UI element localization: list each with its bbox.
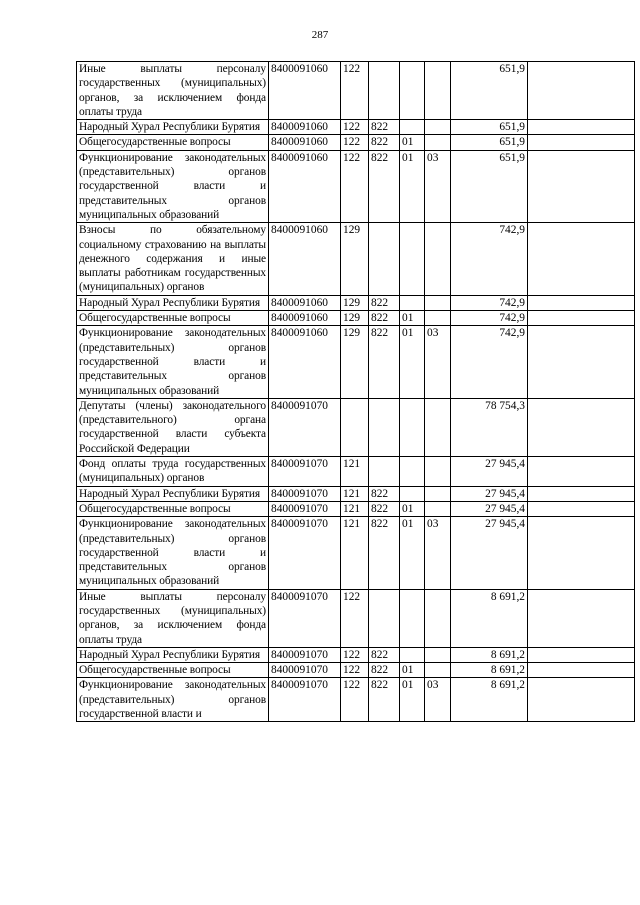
section-code-cell — [400, 486, 425, 501]
amount-cell: 742,9 — [451, 326, 528, 398]
target-article-code-cell: 8400091070 — [269, 678, 341, 722]
row-name-cell: Общегосударственные вопросы — [77, 135, 269, 150]
extra-cell — [528, 663, 635, 678]
extra-cell — [528, 589, 635, 647]
section-code-cell — [400, 295, 425, 310]
extra-cell — [528, 457, 635, 487]
subsection-code-cell — [425, 663, 451, 678]
expense-type-code-cell: 129 — [341, 223, 369, 295]
expense-type-code-cell — [341, 398, 369, 456]
extra-cell — [528, 486, 635, 501]
table-row — [77, 663, 635, 678]
row-name-cell: Взносы по обязательному социальному страхованию на выплаты денежного содержания и иные выплаты работникам государственных (муниципальных) органов — [77, 223, 269, 295]
administrator-code-cell — [369, 223, 400, 295]
target-article-code-cell: 8400091070 — [269, 398, 341, 456]
section-code-cell — [400, 589, 425, 647]
expense-type-code-cell: 122 — [341, 120, 369, 135]
extra-cell — [528, 150, 635, 222]
administrator-code-cell — [369, 457, 400, 487]
administrator-code-cell: 822 — [369, 135, 400, 150]
amount-cell: 27 945,4 — [451, 457, 528, 487]
extra-cell — [528, 647, 635, 662]
table-row — [77, 501, 635, 516]
row-name-cell: Иные выплаты персоналу государственных (муниципальных) органов, за исключением фонда оплаты труда — [77, 589, 269, 647]
table-row — [77, 295, 635, 310]
amount-cell: 8 691,2 — [451, 663, 528, 678]
section-code-cell — [400, 457, 425, 487]
table-row — [77, 647, 635, 662]
row-name-cell: Общегосударственные вопросы — [77, 501, 269, 516]
row-name-cell: Народный Хурал Республики Бурятия — [77, 647, 269, 662]
row-name-cell: Народный Хурал Республики Бурятия — [77, 486, 269, 501]
section-code-cell: 01 — [400, 517, 425, 589]
subsection-code-cell — [425, 311, 451, 326]
amount-cell: 27 945,4 — [451, 517, 528, 589]
row-name-cell: Функционирование законодательных (представительных) органов государственной власти и — [77, 678, 269, 722]
table-row — [77, 120, 635, 135]
section-code-cell — [400, 223, 425, 295]
subsection-code-cell — [425, 501, 451, 516]
row-name-cell: Функционирование законодательных (представительных) органов государственной власти и представительных органов муниципальных образований — [77, 150, 269, 222]
section-code-cell: 01 — [400, 326, 425, 398]
table-row — [77, 398, 635, 456]
extra-cell — [528, 62, 635, 120]
subsection-code-cell: 03 — [425, 678, 451, 722]
table-row — [77, 589, 635, 647]
amount-cell: 742,9 — [451, 311, 528, 326]
row-name-cell: Функционирование законодательных (представительных) органов государственной власти и представительных органов муниципальных образований — [77, 517, 269, 589]
section-code-cell: 01 — [400, 501, 425, 516]
section-code-cell — [400, 398, 425, 456]
row-name-cell: Функционирование законодательных (представительных) органов государственной власти и представительных органов муниципальных образований — [77, 326, 269, 398]
subsection-code-cell — [425, 398, 451, 456]
table-row — [77, 135, 635, 150]
extra-cell — [528, 517, 635, 589]
row-name-cell: Общегосударственные вопросы — [77, 663, 269, 678]
table-row — [77, 62, 635, 120]
expense-type-code-cell: 122 — [341, 62, 369, 120]
extra-cell — [528, 398, 635, 456]
expense-type-code-cell: 121 — [341, 501, 369, 516]
administrator-code-cell: 822 — [369, 120, 400, 135]
table-row — [77, 678, 635, 722]
amount-cell: 651,9 — [451, 150, 528, 222]
table-row — [77, 223, 635, 295]
administrator-code-cell: 822 — [369, 663, 400, 678]
row-name-cell: Общегосударственные вопросы — [77, 311, 269, 326]
amount-cell: 78 754,3 — [451, 398, 528, 456]
extra-cell — [528, 135, 635, 150]
table-body — [77, 62, 635, 722]
extra-cell — [528, 326, 635, 398]
amount-cell: 651,9 — [451, 62, 528, 120]
page-number: 287 — [311, 29, 329, 41]
amount-cell: 742,9 — [451, 295, 528, 310]
administrator-code-cell — [369, 589, 400, 647]
extra-cell — [528, 678, 635, 722]
section-code-cell: 01 — [400, 135, 425, 150]
target-article-code-cell: 8400091060 — [269, 135, 341, 150]
expense-type-code-cell: 122 — [341, 150, 369, 222]
target-article-code-cell: 8400091070 — [269, 486, 341, 501]
target-article-code-cell: 8400091060 — [269, 120, 341, 135]
administrator-code-cell: 822 — [369, 517, 400, 589]
target-article-code-cell: 8400091070 — [269, 457, 341, 487]
subsection-code-cell — [425, 647, 451, 662]
target-article-code-cell: 8400091060 — [269, 295, 341, 310]
table-row — [77, 486, 635, 501]
subsection-code-cell — [425, 62, 451, 120]
table-row — [77, 311, 635, 326]
administrator-code-cell: 822 — [369, 501, 400, 516]
table-row — [77, 517, 635, 589]
amount-cell: 8 691,2 — [451, 647, 528, 662]
amount-cell: 8 691,2 — [451, 589, 528, 647]
subsection-code-cell — [425, 135, 451, 150]
row-name-cell: Фонд оплаты труда государственных (муниципальных) органов — [77, 457, 269, 487]
target-article-code-cell: 8400091070 — [269, 647, 341, 662]
section-code-cell — [400, 647, 425, 662]
section-code-cell — [400, 120, 425, 135]
subsection-code-cell — [425, 457, 451, 487]
subsection-code-cell: 03 — [425, 326, 451, 398]
target-article-code-cell: 8400091070 — [269, 589, 341, 647]
budget-table — [76, 61, 635, 722]
table-row — [77, 457, 635, 487]
administrator-code-cell: 822 — [369, 678, 400, 722]
section-code-cell: 01 — [400, 663, 425, 678]
administrator-code-cell: 822 — [369, 486, 400, 501]
target-article-code-cell: 8400091060 — [269, 150, 341, 222]
expense-type-code-cell: 129 — [341, 295, 369, 310]
expense-type-code-cell: 122 — [341, 678, 369, 722]
expense-type-code-cell: 121 — [341, 517, 369, 589]
subsection-code-cell — [425, 120, 451, 135]
subsection-code-cell — [425, 295, 451, 310]
administrator-code-cell: 822 — [369, 150, 400, 222]
target-article-code-cell: 8400091060 — [269, 326, 341, 398]
amount-cell: 27 945,4 — [451, 486, 528, 501]
section-code-cell: 01 — [400, 311, 425, 326]
subsection-code-cell — [425, 223, 451, 295]
administrator-code-cell: 822 — [369, 326, 400, 398]
extra-cell — [528, 311, 635, 326]
expense-type-code-cell: 122 — [341, 589, 369, 647]
expense-type-code-cell: 121 — [341, 486, 369, 501]
target-article-code-cell: 8400091060 — [269, 311, 341, 326]
section-code-cell: 01 — [400, 678, 425, 722]
expense-type-code-cell: 129 — [341, 311, 369, 326]
section-code-cell: 01 — [400, 150, 425, 222]
row-name-cell: Иные выплаты персоналу государственных (муниципальных) органов, за исключением фонда оплаты труда — [77, 62, 269, 120]
expense-type-code-cell: 122 — [341, 135, 369, 150]
administrator-code-cell — [369, 398, 400, 456]
target-article-code-cell: 8400091060 — [269, 62, 341, 120]
administrator-code-cell: 822 — [369, 295, 400, 310]
administrator-code-cell: 822 — [369, 647, 400, 662]
subsection-code-cell: 03 — [425, 517, 451, 589]
target-article-code-cell: 8400091060 — [269, 223, 341, 295]
amount-cell: 742,9 — [451, 223, 528, 295]
row-name-cell: Народный Хурал Республики Бурятия — [77, 120, 269, 135]
subsection-code-cell: 03 — [425, 150, 451, 222]
row-name-cell: Депутаты (члены) законодательного (представительного) органа государственной власти субъекта Российской Федерации — [77, 398, 269, 456]
extra-cell — [528, 295, 635, 310]
extra-cell — [528, 223, 635, 295]
extra-cell — [528, 501, 635, 516]
extra-cell — [528, 120, 635, 135]
subsection-code-cell — [425, 486, 451, 501]
target-article-code-cell: 8400091070 — [269, 663, 341, 678]
amount-cell: 27 945,4 — [451, 501, 528, 516]
target-article-code-cell: 8400091070 — [269, 517, 341, 589]
amount-cell: 8 691,2 — [451, 678, 528, 722]
amount-cell: 651,9 — [451, 135, 528, 150]
table-row — [77, 326, 635, 398]
expense-type-code-cell: 122 — [341, 647, 369, 662]
expense-type-code-cell: 129 — [341, 326, 369, 398]
table-row — [77, 150, 635, 222]
expense-type-code-cell: 121 — [341, 457, 369, 487]
expense-type-code-cell: 122 — [341, 663, 369, 678]
administrator-code-cell: 822 — [369, 311, 400, 326]
subsection-code-cell — [425, 589, 451, 647]
target-article-code-cell: 8400091070 — [269, 501, 341, 516]
administrator-code-cell — [369, 62, 400, 120]
amount-cell: 651,9 — [451, 120, 528, 135]
row-name-cell: Народный Хурал Республики Бурятия — [77, 295, 269, 310]
section-code-cell — [400, 62, 425, 120]
